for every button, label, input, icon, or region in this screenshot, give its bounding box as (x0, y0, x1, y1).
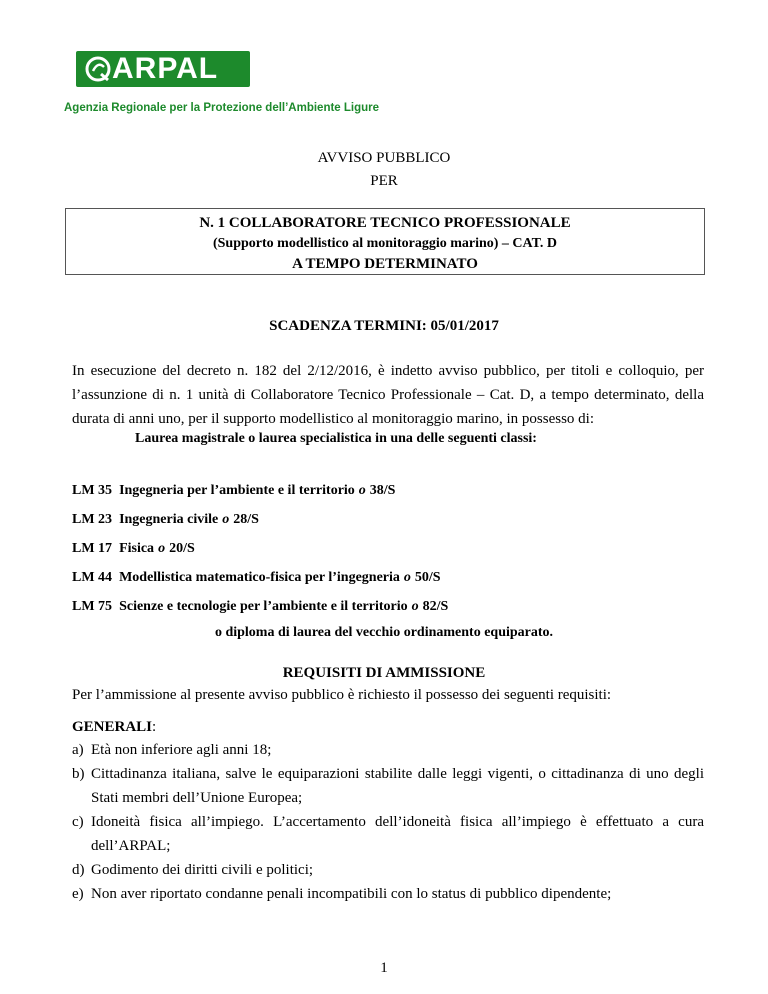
degree-name: Ingegneria per l’ambiente e il territorio (119, 483, 355, 498)
requirement-text: Età non inferiore agli anni 18; (91, 742, 272, 758)
position-subtitle: (Supporto modellistico al monitoraggio marino) – CAT. D (212, 236, 558, 251)
degree-row (72, 483, 395, 499)
degree-alt-code: 38/S (369, 483, 396, 498)
degree-or: o (222, 512, 230, 527)
general-colon: : (152, 719, 157, 735)
degree-row (72, 599, 448, 615)
degree-heading: Laurea magistrale o laurea specialistica in una delle seguenti classi: (135, 431, 537, 446)
degree-name: Modellistica matematico-fisica per l’ingegneria (119, 570, 400, 585)
requirement-key: c) (72, 814, 84, 830)
position-box (65, 208, 705, 275)
degree-code: LM 17 (72, 541, 113, 556)
requirement-text: Godimento dei diritti civili e politici; (91, 862, 314, 878)
degree-or: o (358, 483, 366, 498)
degree-or: o (411, 599, 419, 614)
degree-alt-code: 82/S (422, 599, 449, 614)
degree-alt-code: 20/S (169, 541, 195, 556)
degree-or: o (403, 570, 411, 585)
requirement-item (72, 762, 704, 810)
requirement-key: b) (72, 766, 85, 782)
requirement-item (72, 882, 704, 906)
requirement-key: a) (72, 742, 84, 758)
degree-code: LM 23 (72, 512, 113, 527)
general-label: GENERALI (72, 719, 153, 735)
requirements-title: REQUISITI DI AMMISSIONE (282, 665, 486, 681)
degree-row (72, 512, 259, 528)
degree-name: Fisica (119, 541, 155, 556)
page-number: 1 (380, 960, 388, 976)
requirement-text: Non aver riportato condanne penali incompatibili con lo status di pubblico dipendente; (91, 886, 612, 902)
requirement-item (72, 738, 704, 762)
degree-alt-code: 28/S (233, 512, 259, 527)
requirement-text: Cittadinanza italiana, salve le equiparazioni stabilite dalle leggi vigenti, o cittadinanza di uno degli Stati membri dell’Unione Europea; (91, 766, 704, 806)
degree-row (72, 541, 195, 557)
logo-text: ARPAL (112, 52, 219, 85)
degree-alt-code: 50/S (414, 570, 441, 585)
arpal-emblem-icon (84, 55, 112, 83)
requirement-item (72, 858, 704, 882)
requirement-key: e) (72, 886, 84, 902)
agency-name: Agenzia Regionale per la Protezione dell’Ambiente Ligure (64, 102, 380, 114)
requirement-key: d) (72, 862, 85, 878)
degree-row (72, 570, 441, 586)
intro-text: In esecuzione del decreto n. 182 del 2/12/2016, è indetto avviso pubblico, per titoli e colloquio, per l’assunzione di n. 1 unità di Collaboratore Tecnico Professionale – Cat. D, a tempo determinato, della durata di anni uno, per il supporto modellistico al monitoraggio marino, in possesso di: (72, 363, 704, 427)
degree-name: Scienze e tecnologie per l’ambiente e il territorio (119, 599, 408, 614)
intro-paragraph (72, 359, 704, 431)
degree-code: LM 75 (72, 599, 113, 614)
notice-subtitle: PER (370, 173, 398, 189)
arpal-logo (76, 51, 250, 87)
requirement-item (72, 810, 704, 858)
notice-title: AVVISO PUBBLICO (317, 150, 451, 166)
degree-code: LM 35 (72, 483, 113, 498)
degree-code: LM 44 (72, 570, 113, 585)
deadline: SCADENZA TERMINI: 05/01/2017 (269, 318, 499, 334)
requirements-list (72, 738, 704, 906)
general-heading (72, 719, 156, 736)
degree-note: o diploma di laurea del vecchio ordinamento equiparato. (214, 625, 554, 640)
degree-or: o (158, 541, 166, 556)
requirements-intro: Per l’ammissione al presente avviso pubblico è richiesto il possesso dei seguenti requisiti: (72, 687, 612, 703)
position-title: N. 1 COLLABORATORE TECNICO PROFESSIONALE (199, 215, 571, 231)
position-term: A TEMPO DETERMINATO (292, 256, 478, 272)
degree-name: Ingegneria civile (119, 512, 219, 527)
requirement-text: Idoneità fisica all’impiego. L’accertamento dell’idoneità fisica all’impiego è effettuato a cura dell’ARPAL; (91, 814, 704, 854)
